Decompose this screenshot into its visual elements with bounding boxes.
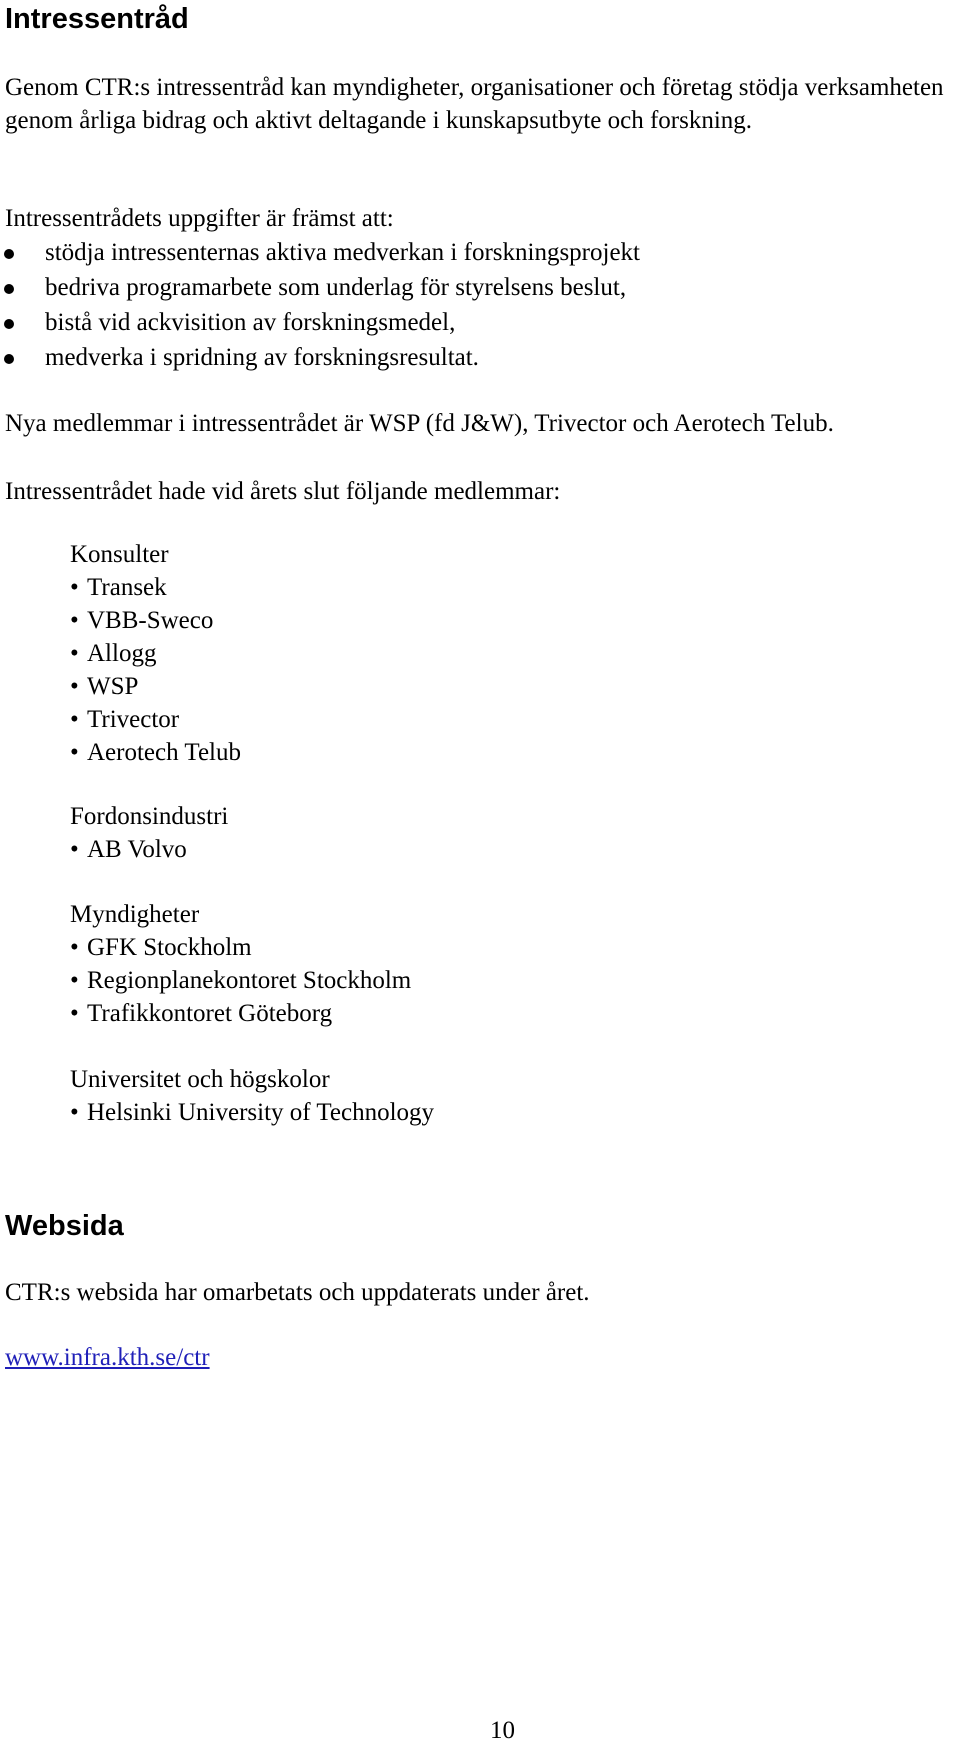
intro-paragraph: Genom CTR:s intressentråd kan myndigheter, organisationer och företag stödja verksamheten genom årliga bidrag och aktivt deltagande i kunskapsutbyte och forskning. xyxy=(5,74,944,134)
member-group-myndigheter xyxy=(70,898,411,1030)
member-item xyxy=(70,1096,434,1129)
member-item xyxy=(70,997,411,1030)
member-group-fordonsindustri xyxy=(70,800,228,866)
bullet-icon: • xyxy=(70,607,79,634)
list-item-text: medverka i spridning av forskningsresultat. xyxy=(45,344,479,371)
member-category: Universitet och högskolor xyxy=(70,1066,330,1093)
member-name: Trafikkontoret Göteborg xyxy=(87,1000,333,1027)
members-lead-paragraph: Intressentrådet hade vid årets slut följande medlemmar: xyxy=(5,478,561,505)
member-name: GFK Stockholm xyxy=(87,934,252,961)
list-item xyxy=(0,306,640,341)
bullet-icon: • xyxy=(70,1099,79,1126)
bullet-icon: • xyxy=(70,706,79,733)
member-name: Regionplanekontoret Stockholm xyxy=(87,967,412,994)
bullet-icon: • xyxy=(70,673,79,700)
member-item xyxy=(70,703,241,736)
member-item xyxy=(70,637,241,670)
bullet-icon: • xyxy=(70,1000,79,1027)
section-heading-intressentrad: Intressentråd xyxy=(5,3,189,35)
website-link[interactable]: www.infra.kth.se/ctr xyxy=(5,1344,210,1371)
member-group-universitet xyxy=(70,1063,434,1129)
member-name: VBB-Sweco xyxy=(87,607,214,634)
bullet-icon: • xyxy=(70,836,79,863)
member-name: Trivector xyxy=(87,706,180,733)
member-category: Fordonsindustri xyxy=(70,803,229,830)
member-item xyxy=(70,833,228,866)
member-name: WSP xyxy=(87,673,139,700)
list-item-text: bedriva programarbete som underlag för styrelsens beslut, xyxy=(45,274,627,301)
bullet-icon: • xyxy=(70,967,79,994)
list-item xyxy=(0,236,640,271)
member-name: AB Volvo xyxy=(87,836,187,863)
member-name: Helsinki University of Technology xyxy=(87,1099,435,1126)
member-name: Aerotech Telub xyxy=(87,739,241,766)
member-item xyxy=(70,964,411,997)
member-item xyxy=(70,670,241,703)
page-number: 10 xyxy=(490,1717,515,1744)
member-name: Allogg xyxy=(87,640,157,667)
member-group-konsulter xyxy=(70,538,241,769)
bullet-icon: • xyxy=(70,640,79,667)
member-item xyxy=(70,604,241,637)
list-item xyxy=(0,271,640,306)
member-item xyxy=(70,931,411,964)
section-heading-websida: Websida xyxy=(5,1210,124,1242)
tasks-lead-paragraph: Intressentrådets uppgifter är främst att: xyxy=(5,205,394,232)
website-paragraph: CTR:s websida har omarbetats och uppdaterats under året. xyxy=(5,1279,590,1306)
tasks-list xyxy=(0,236,640,376)
member-category: Konsulter xyxy=(70,541,169,568)
bullet-icon: • xyxy=(70,934,79,961)
bullet-icon xyxy=(4,319,14,329)
member-name: Transek xyxy=(87,574,167,601)
member-category: Myndigheter xyxy=(70,901,200,928)
bullet-icon xyxy=(4,354,14,364)
bullet-icon: • xyxy=(70,739,79,766)
new-members-paragraph: Nya medlemmar i intressentrådet är WSP (fd J&W), Trivector och Aerotech Telub. xyxy=(5,410,834,437)
list-item xyxy=(0,341,640,376)
bullet-icon xyxy=(4,249,14,259)
list-item-text: stödja intressenternas aktiva medverkan i forskningsprojekt xyxy=(45,239,640,266)
member-item xyxy=(70,736,241,769)
bullet-icon xyxy=(4,284,14,294)
bullet-icon: • xyxy=(70,574,79,601)
list-item-text: bistå vid ackvisition av forskningsmedel, xyxy=(45,309,456,336)
member-item xyxy=(70,571,241,604)
